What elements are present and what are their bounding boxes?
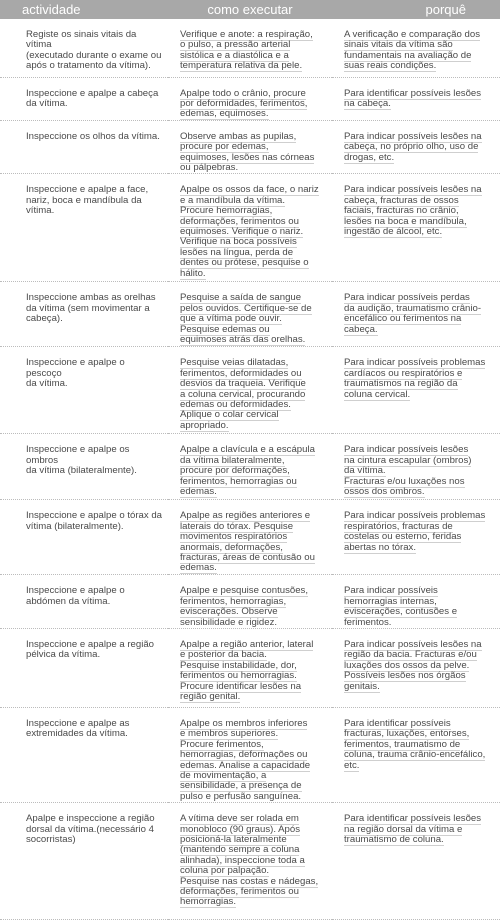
cell-actividade-text: Inspeccione e apalpe a cabeça da vítima. <box>26 87 159 109</box>
cell-actividade-text: Inspeccione e apalpe o tórax da vítima (bilateralmente). <box>26 510 163 532</box>
cell-como-executar <box>168 19 332 77</box>
cell-como-executar-text: Pesquise veias dilatadas, ferimentos, deformidades ou desvios da traqueia. Verifique a coluna cervical, procurando edemas ou deformidades. Aplique o colar cervical apropriado. <box>180 357 306 431</box>
cell-porque-text: Para indicar possíveis lesões na cabeça, fracturas de ossos faciais, fracturas no crânio, lesões na boca e mandíbula, ingestão de álcool, etc. <box>344 184 482 237</box>
table-row <box>0 500 500 575</box>
table-row <box>0 803 500 920</box>
cell-actividade <box>0 575 168 629</box>
cell-como-executar-text: Apalpe a clavícula e a escápula da vítima bilateralmente, procure por deformações, ferimentos, hemorragias ou edemas. <box>180 444 315 497</box>
cell-como-executar-text: Apalpe os ossos da face, o nariz e a mandíbula da vítima. Procure hemorragias, deformações, ferimentos ou equimoses. Verifique o nariz. Verifique na boca possíveis lesões na língua, perda de dentes ou prótese, pesquise o hálito. <box>180 184 319 279</box>
cell-porque-text: Para identificar possíveis lesões na cabeça. <box>344 87 482 109</box>
cell-como-executar-text: Verifique e anote: a respiração, o pulso, a pressão arterial sistólica e a diastólica e a temperatura relativa da pele. <box>180 29 313 72</box>
cell-actividade <box>0 707 168 802</box>
cell-actividade-text: Inspeccione os olhos da vítima. <box>26 130 160 142</box>
cell-porque <box>332 174 500 282</box>
cell-como-executar-text: Apalpe a região anterior, lateral e posterior da bacia. Pesquise instabilidade, dor, ferimentos ou hemorragias. Procure identificar lesões na região genital. <box>180 638 314 702</box>
cell-actividade-text: Inspeccione e apalpe as extremidades da vítima. <box>26 717 130 740</box>
cell-como-executar <box>168 347 332 434</box>
cell-porque <box>332 19 500 77</box>
cell-como-executar <box>168 434 332 500</box>
table-row <box>0 120 500 174</box>
table-row <box>0 628 500 707</box>
table-row <box>0 19 500 77</box>
cell-como-executar-text: Apalpe e pesquise contusões, ferimentos, hemorragias, eviscerações. Observe sensibilidade e rigidez. <box>180 585 309 628</box>
cell-como-executar <box>168 174 332 282</box>
cell-porque <box>332 500 500 575</box>
cell-como-executar <box>168 77 332 120</box>
table-row <box>0 282 500 347</box>
cell-porque-text: Para indicar possíveis hemorragias internas, eviscerações, contusões e ferimentos. <box>344 585 458 628</box>
cell-actividade <box>0 282 168 347</box>
header-actividade: actividade <box>0 0 168 19</box>
cell-actividade <box>0 174 168 282</box>
cell-como-executar-text: A vítima deve ser rolada em monobloco (90 graus). Após posicioná-la lateralmente (mantendo sempre a coluna alinhada), inspeccione toda a coluna por palpação. Pesquise nas costas e nádegas, deformações, ferimentos ou hemorragias. <box>180 813 319 908</box>
cell-actividade <box>0 120 168 174</box>
cell-actividade-text: Apalpe e inspeccione a região dorsal da vítima.(necessário 4 socorristas) <box>26 813 155 846</box>
table-row <box>0 434 500 500</box>
cell-porque <box>332 434 500 500</box>
cell-actividade-text: Inspeccione e apalpe o pescoço da vítima. <box>26 357 125 390</box>
table-row <box>0 347 500 434</box>
cell-actividade-text: Inspeccione e apalpe a face, nariz, boca e mandíbula da vítima. <box>26 184 149 217</box>
cell-porque-text: Para indicar possíveis problemas cardíacos ou respiratórios e traumatismos na região da coluna cervical. <box>344 357 486 400</box>
cell-actividade-text: Registe os sinais vitais da vítima (executado durante o exame ou após o tratamento da vítima). <box>26 29 162 72</box>
table-header <box>0 0 500 19</box>
header-porque: porquê <box>332 0 500 19</box>
cell-porque <box>332 803 500 920</box>
table-row <box>0 174 500 282</box>
cell-actividade-text: Inspeccione ambas as orelhas da vítima (sem movimentar a cabeça). <box>26 292 156 325</box>
cell-como-executar <box>168 803 332 920</box>
cell-actividade <box>0 19 168 77</box>
table-row <box>0 575 500 629</box>
cell-porque <box>332 707 500 802</box>
table-body <box>0 19 500 920</box>
cell-como-executar <box>168 120 332 174</box>
table-row <box>0 77 500 120</box>
cell-porque-text: Para indicar possíveis perdas da audição, traumatismo crânio- encefálico ou ferimentos na cabeça. <box>344 292 482 335</box>
cell-porque <box>332 347 500 434</box>
cell-como-executar <box>168 282 332 347</box>
cell-actividade <box>0 803 168 920</box>
cell-actividade <box>0 434 168 500</box>
cell-porque-text: Para identificar possíveis fracturas, luxações, entorses, ferimentos, traumatismo de coluna, trauma crânio-encefálico, etc. <box>344 717 486 771</box>
cell-porque <box>332 628 500 707</box>
cell-actividade-text: Inspeccione e apalpe a região pélvica da vítima. <box>26 638 155 661</box>
cell-porque <box>332 120 500 174</box>
table-row <box>0 707 500 802</box>
cell-como-executar <box>168 628 332 707</box>
cell-porque-text: Para indicar possíveis lesões na cabeça, no próprio olho, uso de drogas, etc. <box>344 130 482 163</box>
header-como-executar: como executar <box>168 0 332 19</box>
cell-actividade <box>0 500 168 575</box>
cell-actividade <box>0 77 168 120</box>
cell-porque-text: A verificação e comparação dos sinais vitais da vítima são fundamentais na avaliação de suas reais condições. <box>344 29 480 72</box>
cell-porque-text: Para indicar possíveis lesões na região da bacia. Fracturas e/ou luxações dos ossos da pelve. Possíveis lesões nos órgãos genitais. <box>344 638 482 692</box>
cell-porque <box>332 575 500 629</box>
cell-porque-text: Para indicar possíveis problemas respiratórios, fracturas de costelas ou esterno, feridas abertas no tórax. <box>344 510 486 553</box>
cell-como-executar-text: Apalpe as regiões anteriores e laterais do tórax. Pesquise movimentos respiratórios anormais, deformações, fracturas, áreas de contusão ou edemas. <box>180 510 315 574</box>
cell-actividade <box>0 347 168 434</box>
cell-como-executar-text: Apalpe os membros inferiores e membros superiores. Procure ferimentos, hemorragias, deformações ou edemas. Analise a capacidade de movimentação, a sensibilidade, a presença de pulso e perfusão sanguínea. <box>180 717 311 802</box>
cell-como-executar <box>168 707 332 802</box>
cell-porque-text: Para identificar possíveis lesões na região dorsal da vítima e traumatismo de coluna. <box>344 813 482 846</box>
cell-porque <box>332 282 500 347</box>
cell-como-executar-text: Observe ambas as pupilas, procure por edemas, equimoses, lesões nas córneas ou pálpebras. <box>180 130 315 173</box>
cell-como-executar-text: Pesquise a saída de sangue pelos ouvidos. Certifique-se de que a vítima pode ouvir. Pesquise edemas ou equimoses atrás das orelhas. <box>180 292 312 345</box>
cell-como-executar <box>168 575 332 629</box>
cell-actividade-text: Inspeccione e apalpe os ombros da vítima (bilateralmente). <box>26 444 137 477</box>
cell-porque-text: Para indicar possíveis lesões na cintura escapular (ombros) da vítima. Fracturas e/ou luxações nos ossos dos ombros. <box>344 444 472 497</box>
cell-como-executar <box>168 500 332 575</box>
cell-actividade-text: Inspeccione e apalpe o abdómen da vítima. <box>26 585 125 607</box>
cell-actividade <box>0 628 168 707</box>
cell-porque <box>332 77 500 120</box>
cell-como-executar-text: Apalpe todo o crânio, procure por deformidades, ferimentos, edemas, equimoses. <box>180 87 308 120</box>
